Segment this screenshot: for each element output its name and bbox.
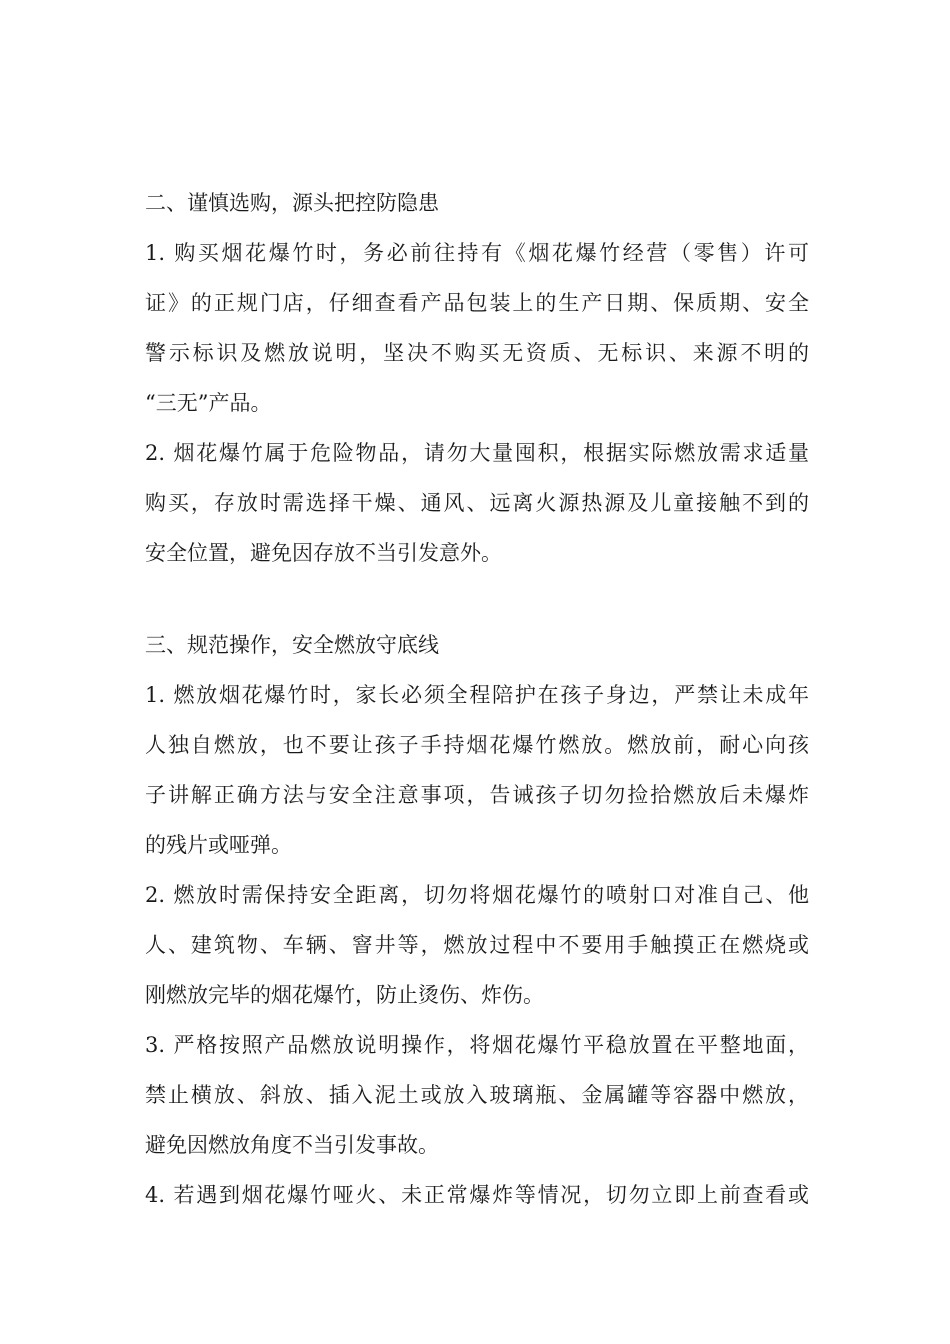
- paragraph-3-3: [145, 1020, 809, 1170]
- paragraph-line: 4. 若遇到烟花爆竹哑火、未正常爆炸等情况，切勿立即上前查看或: [145, 1183, 809, 1207]
- paragraph-line: 避免因燃放角度不当引发事故。: [145, 1133, 439, 1157]
- section-heading-3: 三、规范操作，安全燃放守底线: [145, 633, 439, 657]
- section-heading-2: 二、谨慎选购，源头把控防隐患: [145, 191, 439, 215]
- paragraph-line: 人、建筑物、车辆、窨井等，燃放过程中不要用手触摸正在燃烧或: [145, 933, 809, 957]
- paragraph-line: 警示标识及燃放说明，坚决不购买无资质、无标识、来源不明的: [145, 341, 809, 365]
- paragraph-line: “三无”产品。: [145, 391, 272, 415]
- paragraph-3-1: [145, 670, 809, 870]
- paragraph-line: 1. 购买烟花爆竹时，务必前往持有《烟花爆竹经营（零售）许可: [145, 241, 809, 265]
- paragraph-line: 2. 燃放时需保持安全距离，切勿将烟花爆竹的喷射口对准自己、他: [145, 883, 809, 907]
- document-page: [145, 178, 809, 1220]
- paragraph-2-1: [145, 228, 809, 428]
- paragraph-line: 证》的正规门店，仔细查看产品包装上的生产日期、保质期、安全: [145, 291, 809, 315]
- paragraph-line: 3. 严格按照产品燃放说明操作，将烟花爆竹平稳放置在平整地面，: [145, 1033, 809, 1057]
- paragraph-line: 购买，存放时需选择干燥、通风、远离火源热源及儿童接触不到的: [145, 491, 809, 515]
- paragraph-line: 子讲解正确方法与安全注意事项，告诫孩子切勿捡拾燃放后未爆炸: [145, 783, 809, 807]
- section-spacer: [145, 578, 809, 620]
- paragraph-line: 人独自燃放，也不要让孩子手持烟花爆竹燃放。燃放前，耐心向孩: [145, 733, 809, 757]
- paragraph-line: 1. 燃放烟花爆竹时，家长必须全程陪护在孩子身边，严禁让未成年: [145, 683, 809, 707]
- paragraph-line: 刚燃放完毕的烟花爆竹，防止烫伤、炸伤。: [145, 983, 544, 1007]
- paragraph-line: 的残片或哑弹。: [145, 833, 292, 857]
- paragraph-line: 安全位置，避免因存放不当引发意外。: [145, 541, 502, 565]
- paragraph-3-4: [145, 1170, 809, 1220]
- paragraph-2-2: [145, 428, 809, 578]
- paragraph-3-2: [145, 870, 809, 1020]
- paragraph-line: 2. 烟花爆竹属于危险物品，请勿大量囤积，根据实际燃放需求适量: [145, 441, 809, 465]
- paragraph-line: 禁止横放、斜放、插入泥土或放入玻璃瓶、金属罐等容器中燃放，: [145, 1083, 809, 1107]
